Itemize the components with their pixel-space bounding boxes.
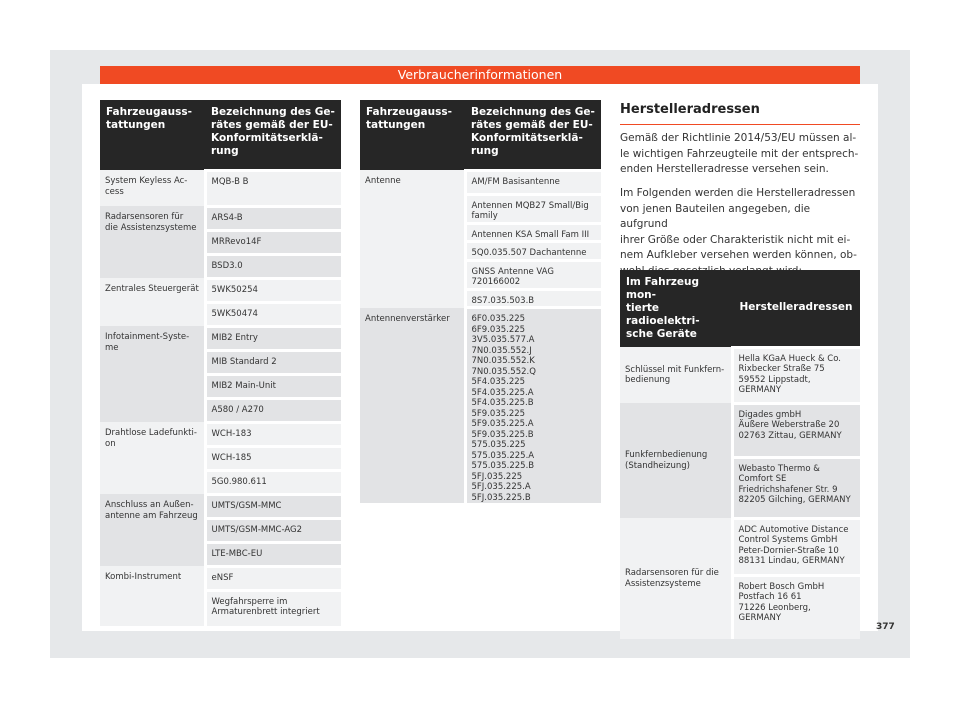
address-value-cell <box>732 457 860 518</box>
antenna-value-cell <box>465 223 601 242</box>
banner-title: Verbraucherinformationen <box>100 66 860 84</box>
antenna-value: 8S7.035.503.B <box>471 295 535 306</box>
header-manufacturer-addresses <box>732 270 860 347</box>
address-row <box>620 347 860 403</box>
antenna-label: Antenne <box>365 176 401 186</box>
address-value: ADC Automotive Distance Control Systems GmbH Peter-Dornier-Straße 10 88131 Lindau, GERMANY <box>738 524 849 566</box>
equipment-label: Infotainment-Syste- me <box>105 332 190 353</box>
equipment-label-cell <box>100 494 205 566</box>
antenna-value-cell <box>465 308 601 504</box>
equipment-value: MIB2 Entry <box>211 332 258 343</box>
equipment-label: System Keyless Ac- cess <box>105 176 188 197</box>
equipment-label-cell <box>100 422 205 494</box>
equipment-value-cell <box>205 350 341 374</box>
section-heading: Herstelleradressen <box>620 102 860 125</box>
address-label-cell <box>620 347 732 403</box>
equipment-value-cell <box>205 230 341 254</box>
equipment-value: 5WK50254 <box>211 284 258 295</box>
equipment-value: MIB Standard 2 <box>211 356 277 367</box>
antenna-value: Antennen KSA Small Fam III <box>471 229 590 240</box>
equipment-value-cell <box>205 398 341 422</box>
header-designation <box>465 100 601 170</box>
antenna-row <box>360 170 601 194</box>
antenna-value-cell <box>465 242 601 261</box>
equipment-value: Wegfahrsperre im Armaturenbrett integriert <box>211 596 320 617</box>
equipment-value-cell <box>205 542 341 566</box>
header-equipment <box>360 100 465 170</box>
equipment-value-cell <box>205 566 341 590</box>
antenna-value-cell <box>465 289 601 308</box>
antenna-label-cell <box>360 308 465 504</box>
equipment-label-cell <box>100 206 205 278</box>
address-value-cell <box>732 518 860 575</box>
header-designation <box>205 100 341 170</box>
equipment-label-cell <box>100 566 205 626</box>
equipment-value: MIB2 Main-Unit <box>211 380 276 391</box>
address-row <box>620 403 860 457</box>
equipment-label: Anschluss an Außen- antenne am Fahrzeug <box>105 500 198 521</box>
equipment-value: MRRevo14F <box>211 236 262 247</box>
equipment-label-cell <box>100 278 205 326</box>
antenna-value: 5Q0.035.507 Dachantenne <box>471 248 587 258</box>
equipment-label: Drahtlose Ladefunkti- on <box>105 428 197 449</box>
equipment-value: WCH-185 <box>211 452 252 463</box>
antenna-label: Antennenverstärker <box>365 313 450 324</box>
equipment-label: Radarsensoren für die Assistenzsysteme <box>105 212 197 233</box>
equipment-value-cell <box>205 278 341 302</box>
antenna-value: GNSS Antenne VAG 720166002 <box>471 266 554 287</box>
equipment-value-cell <box>205 494 341 518</box>
address-value-cell <box>732 347 860 403</box>
equipment-value-cell <box>205 518 341 542</box>
equipment-value: 5WK50474 <box>211 308 258 319</box>
equipment-value-cell <box>205 326 341 350</box>
equipment-value: LTE-MBC-EU <box>211 548 263 559</box>
equipment-value-cell <box>205 446 341 470</box>
header-designation-text: Bezeichnung des Ge- rätes gemäß der EU- Konformitätserklä- rung <box>211 106 335 157</box>
equipment-value-cell <box>205 170 341 206</box>
equipment-value: UMTS/GSM-MMC <box>211 500 282 511</box>
equipment-value: eNSF <box>211 572 234 583</box>
address-label-cell <box>620 403 732 518</box>
equipment-value-cell <box>205 302 341 326</box>
header-manufacturer-addresses-text: Herstelleradressen <box>739 301 853 314</box>
manufacturer-address-table <box>620 270 860 639</box>
address-value: Hella KGaA Hueck & Co. Rixbecker Straße 75 59552 Lippstadt, GERMANY <box>738 353 841 395</box>
equipment-table-2 <box>360 100 601 503</box>
antenna-value: Antennen MQB27 Small/Big family <box>471 200 589 221</box>
equipment-row <box>100 170 341 206</box>
header-designation-text: Bezeichnung des Ge- rätes gemäß der EU- Konformitätserklä- rung <box>471 106 595 157</box>
header-equipment <box>100 100 205 170</box>
equipment-label-cell <box>100 326 205 422</box>
equipment-label: Zentrales Steuergerät <box>105 284 199 294</box>
header-radio-devices-text: Im Fahrzeug mon- tierte radioelektri- sche Geräte <box>626 276 700 340</box>
equipment-value-cell <box>205 206 341 230</box>
antenna-value-cell <box>465 170 601 194</box>
equipment-value-cell <box>205 470 341 494</box>
equipment-value: ARS4-B <box>211 212 243 223</box>
address-value-cell <box>732 403 860 457</box>
equipment-value: UMTS/GSM-MMC-AG2 <box>211 524 303 535</box>
equipment-value: WCH-183 <box>211 428 252 439</box>
address-row <box>620 518 860 575</box>
address-value-cell <box>732 575 860 639</box>
header-equipment-text: Fahrzeugauss- tattungen <box>106 106 192 131</box>
antenna-row <box>360 308 601 504</box>
equipment-row <box>100 278 341 302</box>
equipment-table-1 <box>100 100 341 626</box>
equipment-value-cell <box>205 374 341 398</box>
equipment-row <box>100 422 341 446</box>
equipment-row <box>100 206 341 230</box>
equipment-value-cell <box>205 254 341 278</box>
address-label: Schlüssel mit Funkfern- bedienung <box>625 364 725 385</box>
equipment-row <box>100 494 341 518</box>
equipment-value: A580 / A270 <box>211 404 264 415</box>
equipment-label-cell <box>100 170 205 206</box>
address-value: Webasto Thermo & Comfort SE Friedrichshafener Str. 9 82205 Gilching, GERMANY <box>738 463 851 505</box>
equipment-value-cell <box>205 422 341 446</box>
antenna-value-cell <box>465 194 601 223</box>
address-value: Digades gmbH Äußere Weberstraße 20 02763 Zittau, GERMANY <box>738 409 842 441</box>
equipment-value-cell <box>205 590 341 626</box>
equipment-row <box>100 326 341 350</box>
page-number: 377 <box>876 622 895 632</box>
address-label: Funkfernbedienung (Standheizung) <box>625 450 708 471</box>
equipment-value: 5G0.980.611 <box>211 476 267 487</box>
equipment-label: Kombi-Instrument <box>105 572 182 582</box>
antenna-value-cell <box>465 260 601 289</box>
equipment-value: MQB-B B <box>211 176 249 187</box>
equipment-value: BSD3.0 <box>211 260 243 271</box>
address-label-cell <box>620 518 732 639</box>
header-equipment-text: Fahrzeugauss- tattungen <box>366 106 452 131</box>
antenna-label-cell <box>360 170 465 308</box>
antenna-value: 6F0.035.225 6F9.035.225 3V5.035.577.A 7N0.035.552.J 7N0.035.552.K 7N0.035.552.Q 5F4.035.225 5F4.035.225.A 5F4.035.225.B 5F9.035.225 5F9.035.225.A 5F9.035.225.B 575.035.225 575.035.225.A 575.035.225.B 5FJ.035.225 5FJ.035.225.A 5FJ.035.225.B <box>471 314 536 503</box>
equipment-row <box>100 566 341 590</box>
paragraph-directive: Gemäß der Richtlinie 2014/53/EU müssen al- le wichtigen Fahrzeugteile mit der entsprech- enden Herstelleradresse versehen sein. <box>620 132 859 176</box>
antenna-value: AM/FM Basisantenne <box>471 176 560 187</box>
paragraph-addresses-intro: Im Folgenden werden die Herstelleradressen von jenen Bauteilen angegeben, die aufgrund ihrer Größe oder Charakteristik nicht mit ei- nem Aufkleber versehen werden können, ob- <box>620 187 857 262</box>
header-radio-devices <box>620 270 732 347</box>
address-label: Radarsensoren für die Assistenzsysteme <box>625 568 719 589</box>
address-value: Robert Bosch GmbH Postfach 16 61 71226 Leonberg, GERMANY <box>738 581 825 623</box>
